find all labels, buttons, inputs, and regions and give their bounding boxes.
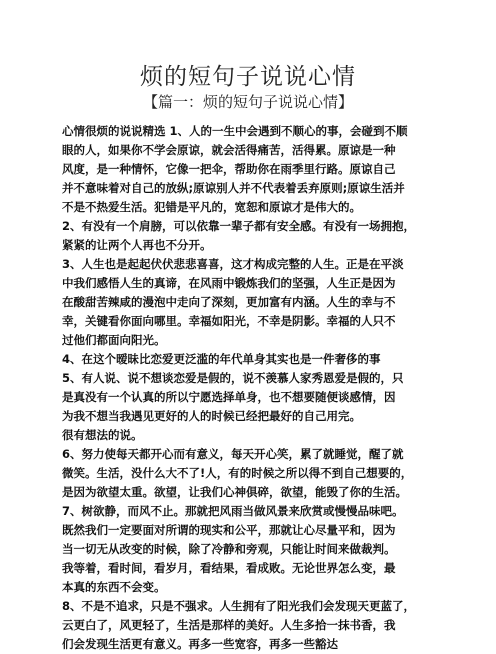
text-line: 在酸甜苦辣咸的漫泡中走向了深刻，更加富有内涵。人生的幸与不 [62, 295, 396, 309]
text-line: 5、有人说、说不想谈恋爱是假的，说不羡慕人家秀恩爱是假的，只 [62, 371, 404, 385]
text-line: 是因为欲望太重。欲望，让我们心神俱碎，欲望，能毁了你的生活。 [62, 485, 407, 499]
text-line: 紧紧的让两个人再也不分开。 [62, 238, 212, 252]
text-line: 眼的人，如果你不学会原谅，就会活得痛苦，活得累。原谅是一种 [62, 143, 396, 157]
document-body [62, 122, 482, 654]
text-line: 6、努力使每天都开心而有意义，每天开心笑，累了就睡觉，醒了就 [62, 447, 404, 461]
text-line: 并不意味着对自己的放纵;原谅别人并不代表着丢弃原则;原谅生活并 [62, 181, 405, 195]
text-line: 为我不想当我遇见更好的人的时候已经把最好的自己用完。 [62, 409, 361, 423]
text-line: 7、树欲静，而风不止。那就把风雨当做风景来欣赏或慢慢品味吧。 [62, 504, 404, 518]
text-line: 不是不热爱生活。犯错是平凡的，宽恕和原谅才是伟大的。 [62, 200, 361, 214]
text-line: 云更白了，风更轻了，生活是那样的美好。人生多拾一抹书香，我 [62, 618, 396, 632]
text-line: 幸，关键看你面向哪里。幸福如阳光，不幸是阴影。幸福的人只不 [62, 314, 396, 328]
text-line: 微笑。生活，没什么大不了!人，有的时候之所以得不到自己想要的， [62, 466, 413, 480]
document-title: 烦的短句子说说心情 [140, 64, 356, 90]
text-line: 是真没有一个认真的所以宁愿选择单身，也不想要随便谈感情，因 [62, 390, 396, 404]
text-line: 过他们都面向阳光。 [62, 333, 166, 347]
text-line: 中我们感悟人生的真谛，在风雨中锻炼我们的坚强，人生正是因为 [62, 276, 396, 290]
document-subtitle: 【篇一：烦的短句子说说心情】 [142, 93, 353, 111]
text-line: 既然我们一定要面对所谓的现实和公平，那就让心尽量平和，因为 [62, 523, 396, 537]
text-line: 8、不是不追求，只是不强求。人生拥有了阳光我们会发现天更蓝了， [62, 599, 415, 613]
text-line: 心情很烦的说说精选 1、人的一生中会遇到不顺心的事，会碰到不顺 [62, 124, 408, 138]
text-line: 我等着，看时间，看岁月，看结果，看成败。无论世界怎么变，最 [62, 561, 396, 575]
text-line: 很有想法的说。 [62, 428, 143, 442]
text-line: 本真的东西不会变。 [62, 580, 166, 594]
text-line: 3、人生也是起起伏伏悲悲喜喜，这才构成完整的人生。正是在平淡 [62, 257, 404, 271]
text-line: 当一切无从改变的时候，除了冷静和旁观，只能让时间来做裁判。 [62, 542, 396, 556]
text-line: 2、有没有一个肩膀，可以依靠一辈子都有安全感。有没有一场拥抱， [62, 219, 415, 233]
text-line: 们会发现生活更有意义。再多一些宽容，再多一些豁达 [62, 637, 338, 651]
text-line: 4、在这个暧昧比恋爱更泛滥的年代单身其实也是一件奢侈的事 [62, 352, 381, 366]
text-line: 风度，是一种情怀，它像一把伞，帮助你在雨季里行路。原谅自己 [62, 162, 396, 176]
